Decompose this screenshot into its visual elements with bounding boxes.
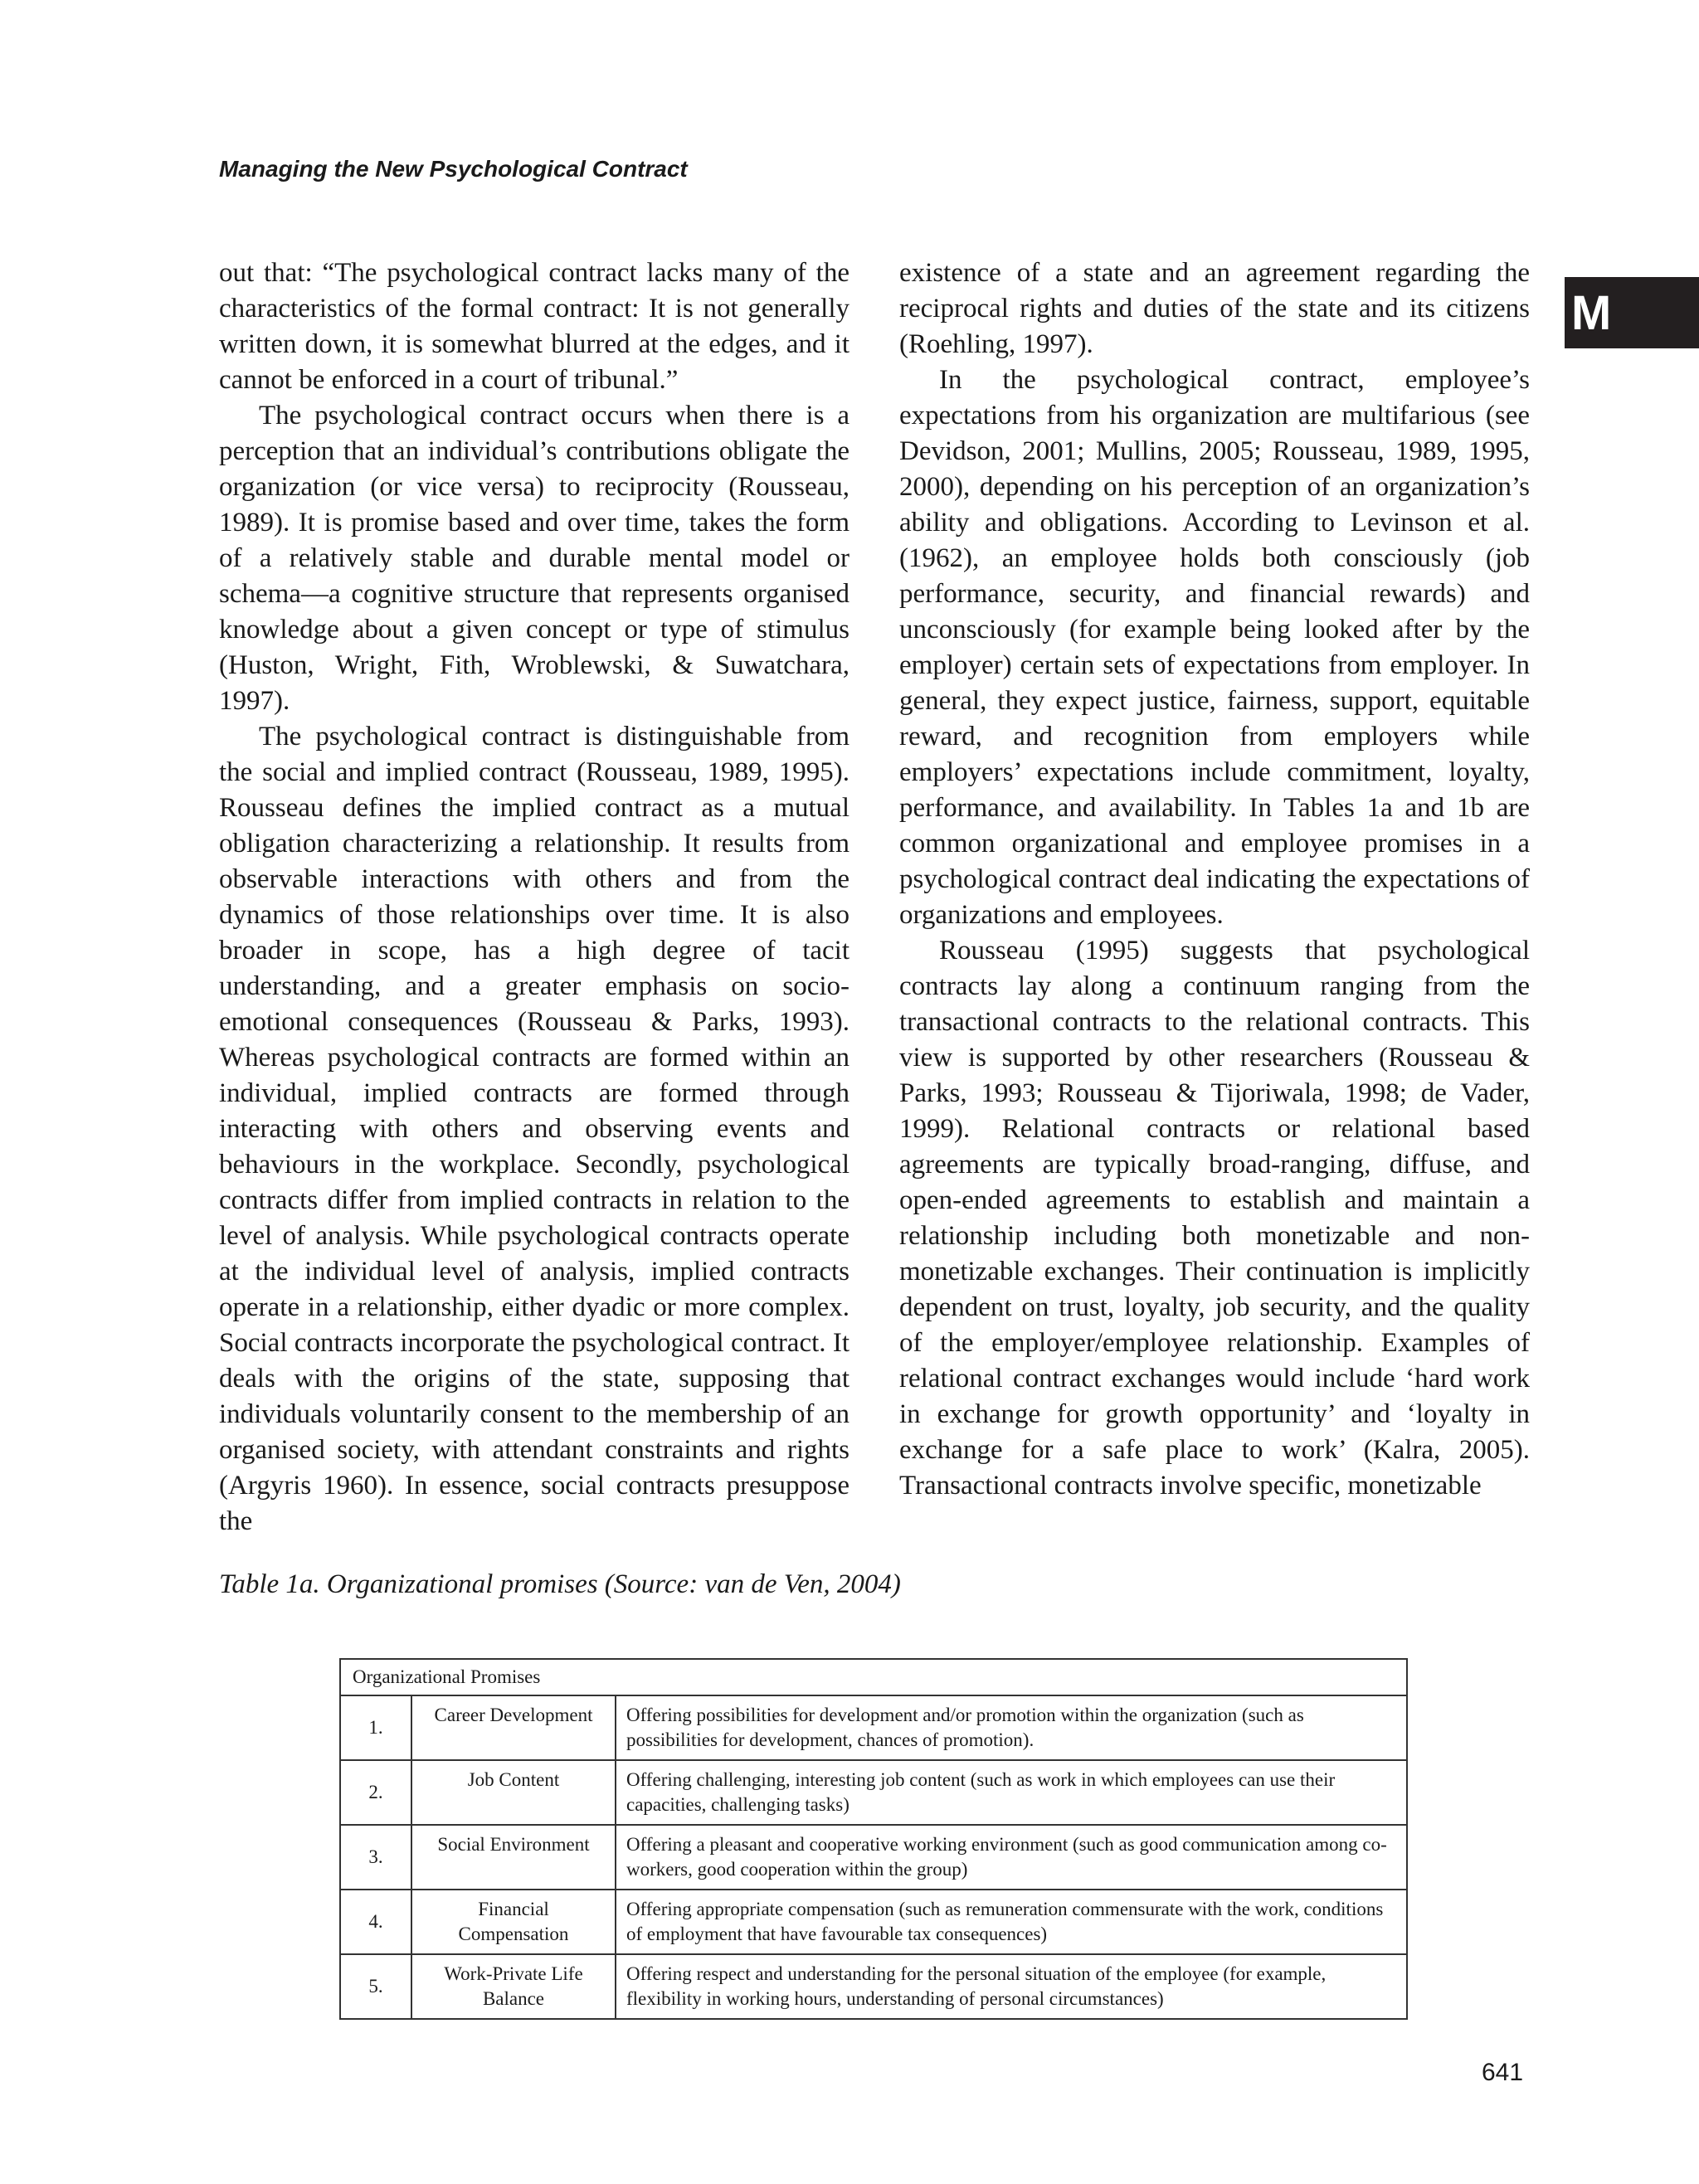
row-description: Offering challenging, interesting job content (such as work in which employees can use their capacities, challenging tasks) — [616, 1760, 1407, 1825]
row-category: Career Development — [411, 1695, 616, 1760]
paragraph: Rousseau (1995) suggests that psychological contracts lay along a continuum ranging from the transactional contracts to the relational contracts. This view is supported by other researchers (Rousseau & Parks, 1993; Rousseau & Tijoriwala, 1998; de Vader, 1999). Relational contracts or relational based agreements are typically broad-ranging, diffuse, and open-ended agreements to establish and maintain a relationship including both monetizable and non-monetizable exchanges. Their continuation is implicitly dependent on trust, loyalty, job security, and the quality of the employer/employee relationship. Examples of relational contract exchanges would include ‘hard work in exchange for growth opportunity’ and ‘loyalty in exchange for a safe place to work’ (Kalra, 2005). Transactional contracts involve specific, monetizable — [899, 936, 1530, 1501]
paragraph: In the psychological contract, employee’s expectations from his organization are multifarious (see Devidson, 2001; Mullins, 2005; Rousseau, 1989, 1995, 2000), depending on his perception of an organization’s ability and obligations. According to Levinson et al. (1962), an employee holds both consciously (job performance, security, and financial rewards) and unconsciously (for example being looked after by the employer) certain sets of expectations from employer. In general, they expect justice, fairness, support, equitable reward, and recognition from employers while employers’ expectations include commitment, loyalty, performance, and availability. In Tables 1a and 1b are common organizational and employee promises in a psychological contract deal indicating the expectations of organizations and employees. — [899, 365, 1530, 930]
table-header: Organizational Promises — [340, 1659, 1407, 1695]
table-header-row — [340, 1659, 1407, 1695]
organizational-promises-table — [339, 1658, 1408, 2020]
row-description: Offering a pleasant and cooperative working environment (such as good communication among co-workers, good cooperation within the group) — [616, 1825, 1407, 1890]
row-category: Job Content — [411, 1760, 616, 1825]
row-category: Financial Compensation — [411, 1890, 616, 1954]
paragraph: out that: “The psychological contract lacks many of the characteristics of the formal contract: It is not generally written down, it is somewhat blurred at the edges, and it cannot be enforced in a court of tribunal.” — [219, 258, 850, 395]
table-row — [340, 1695, 1407, 1760]
paragraph: The psychological contract is distinguishable from the social and implied contract (Rousseau, 1989, 1995). Rousseau defines the implied contract as a mutual obligation characterizing a relationship. It results from observable interactions with others and from the dynamics of those relationships over time. It is also broader in scope, has a high degree of tacit understanding, and a greater emphasis on socio-emotional consequences (Rousseau & Parks, 1993). Whereas psychological contracts are formed within an individual, implied contracts are formed through interacting with others and observing events and behaviours in the workplace. Secondly, psychological contracts differ from implied contracts in relation to the level of analysis. While psychological contracts operate at the individual level of analysis, implied contracts operate in a relationship, either dyadic or more complex. Social contracts incorporate the psychological contract. It deals with the origins of the state, supposing that individuals voluntarily consent to the membership of an organised society, with attendant constraints and rights (Argyris 1960). In essence, social contracts presuppose the — [219, 722, 850, 1536]
table-row — [340, 1760, 1407, 1825]
left-text-column — [219, 255, 850, 1540]
paragraph: existence of a state and an agreement regarding the reciprocal rights and duties of the state and its citizens (Roehling, 1997). — [899, 258, 1530, 359]
table-row — [340, 1954, 1407, 2019]
row-category: Social Environment — [411, 1825, 616, 1890]
row-category: Work-Private Life Balance — [411, 1954, 616, 2019]
running-head: Managing the New Psychological Contract — [219, 156, 688, 182]
row-number: 1. — [340, 1695, 411, 1760]
row-number: 3. — [340, 1825, 411, 1890]
section-tab-marker: M — [1565, 277, 1699, 348]
table-row — [340, 1825, 1407, 1890]
row-description: Offering appropriate compensation (such as remuneration commensurate with the work, conditions of employment that have favourable tax consequences) — [616, 1890, 1407, 1954]
row-number: 2. — [340, 1760, 411, 1825]
row-number: 5. — [340, 1954, 411, 2019]
page-number: 641 — [1482, 2059, 1524, 2086]
right-text-column — [899, 255, 1530, 1504]
row-description: Offering possibilities for development and/or promotion within the organization (such as possibilities for development, chances of promotion). — [616, 1695, 1407, 1760]
row-number: 4. — [340, 1890, 411, 1954]
table-caption: Table 1a. Organizational promises (Source: van de Ven, 2004) — [219, 1569, 901, 1599]
table-row — [340, 1890, 1407, 1954]
row-description: Offering respect and understanding for the personal situation of the employee (for example, flexibility in working hours, understanding of personal circumstances) — [616, 1954, 1407, 2019]
paragraph: The psychological contract occurs when there is a perception that an individual’s contributions obligate the organization (or vice versa) to reciprocity (Rousseau, 1989). It is promise based and over time, takes the form of a relatively stable and durable mental model or schema—a cognitive structure that represents organised knowledge about a given concept or type of stimulus (Huston, Wright, Fith, Wroblewski, & Suwatchara, 1997). — [219, 401, 850, 716]
